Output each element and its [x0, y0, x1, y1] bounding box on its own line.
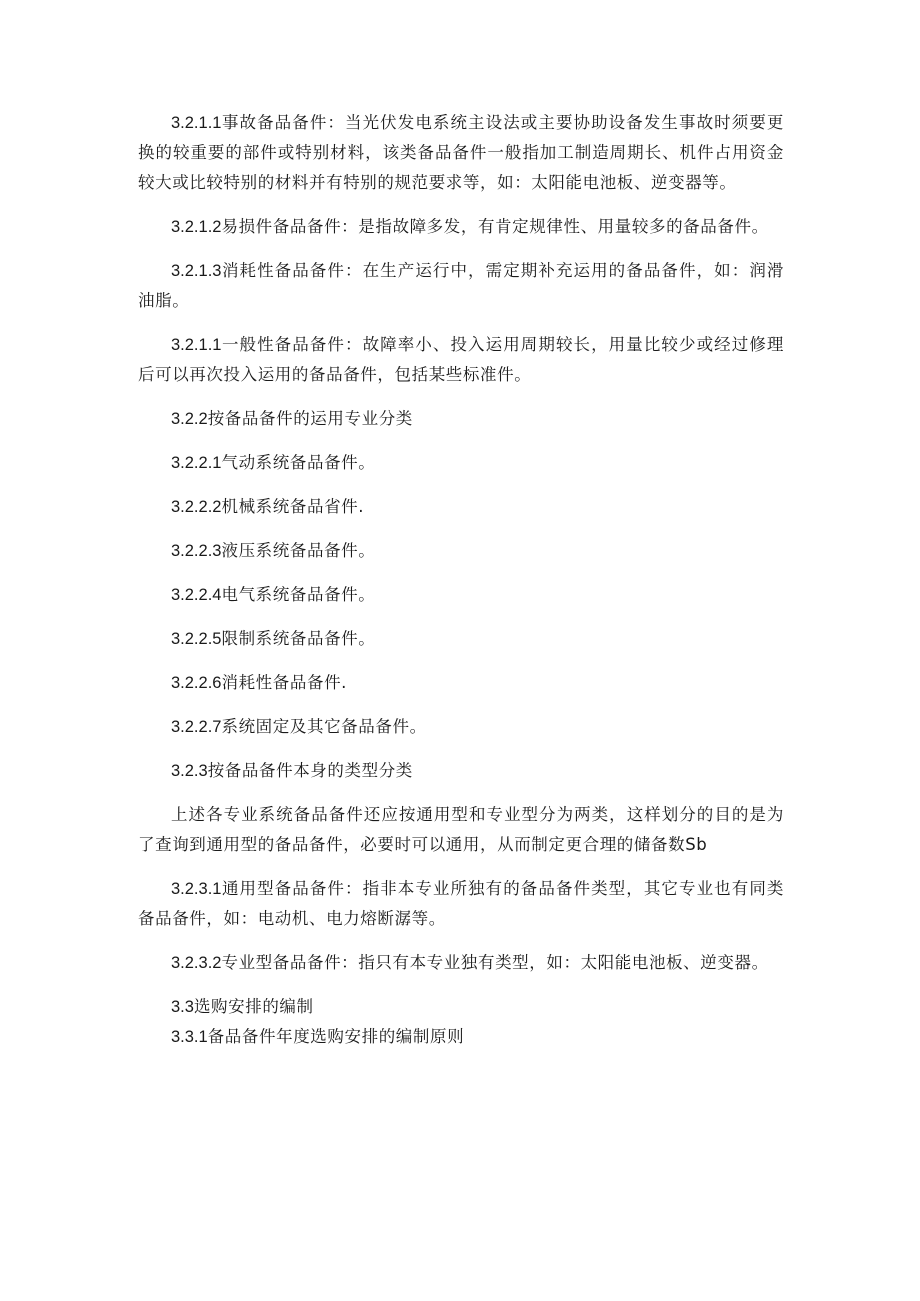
clause-number: 3.2.1.1 [171, 114, 222, 132]
heading-3-2-2 [138, 404, 784, 434]
paragraph-text: 系统固定及其它备品备件。 [221, 717, 427, 736]
paragraph-text: 易损件备品备件：是指故障多发，有肯定规律性、用量较多的备品备件。 [221, 217, 769, 236]
paragraph-text: 专业型备品备件：指只有本专业独有类型，如：太阳能电池板、逆变器。 [221, 953, 769, 972]
document-body [138, 108, 784, 1066]
paragraph-3-2-1-1-general [138, 330, 784, 390]
paragraph-text: 事故备品备件：当光伏发电系统主设法或主要协助设备发生事故时须要更换的较重要的部件或特别材料，该类备品备件一般指加工制造周期长、机件占用资金较大或比较特别的材料并有特别的规范要求等，如：太阳能电池板、逆变器等。 [138, 113, 784, 192]
paragraph-text: 上述各专业系统备品备件还应按通用型和专业型分为两类，这样划分的目的是为了查询到通用型的备品备件，必要时可以通用，从而制定更合理的储备数Sb [138, 805, 784, 854]
paragraph-3-2-2-4 [138, 580, 784, 610]
clause-number: 3.3 [171, 998, 194, 1016]
paragraph-3-2-2-5 [138, 624, 784, 654]
paragraph-3-2-2-7 [138, 712, 784, 742]
clause-number: 3.2.3.2 [171, 954, 222, 972]
clause-number: 3.2.3.1 [171, 880, 222, 898]
paragraph-text: 消耗性备品备件. [221, 673, 348, 692]
clause-number: 3.2.2 [171, 410, 208, 428]
paragraph-3-2-2-6 [138, 668, 784, 698]
paragraph-text: 消耗性备品备件：在生产运行中，需定期补充运用的备品备件，如：润滑油脂。 [138, 261, 784, 310]
heading-3-3-1 [138, 1022, 784, 1052]
heading-3-3 [138, 992, 784, 1022]
clause-number: 3.2.2.6 [171, 674, 222, 692]
paragraph-text: 通用型备品备件：指非本专业所独有的备品备件类型，其它专业也有同类备品备件，如：电动机、电力熔断潺等。 [138, 879, 784, 928]
heading-3-2-3 [138, 756, 784, 786]
clause-number: 3.2.1.3 [171, 262, 222, 280]
heading-text: 按备品备件的运用专业分类 [207, 409, 413, 428]
paragraph-3-2-1-1 [138, 108, 784, 198]
paragraph-3-2-1-2 [138, 212, 784, 242]
clause-number: 3.2.2.3 [171, 542, 222, 560]
paragraph-3-2-2-3 [138, 536, 784, 566]
paragraph-text: 液压系统备品备件。 [221, 541, 376, 560]
paragraph-3-2-2-1 [138, 448, 784, 478]
clause-number: 3.2.2.5 [171, 630, 222, 648]
clause-number: 3.3.1 [171, 1028, 208, 1046]
paragraph-3-2-2-2 [138, 492, 784, 522]
heading-text: 选购安排的编制 [193, 997, 314, 1016]
paragraph-text: 限制系统备品备件。 [221, 629, 376, 648]
paragraph-text: 电气系统备品备件。 [221, 585, 376, 604]
clause-number: 3.2.2.1 [171, 454, 222, 472]
clause-number: 3.2.2.7 [171, 718, 222, 736]
paragraph-classification-intro [138, 800, 784, 860]
heading-text: 备品备件年度选购安排的编制原则 [207, 1027, 465, 1046]
paragraph-3-2-3-1 [138, 874, 784, 934]
clause-number: 3.2.1.1 [171, 336, 222, 354]
heading-text: 按备品备件本身的类型分类 [207, 761, 413, 780]
clause-number: 3.2.1.2 [171, 218, 222, 236]
paragraph-text: 一般性备品备件：故障率小、投入运用周期较长，用量比较少或经过修理后可以再次投入运用的备品备件，包括某些标准件。 [138, 335, 784, 384]
paragraph-text: 机械系统备品省件. [221, 497, 365, 516]
paragraph-text: 气动系统备品备件。 [221, 453, 376, 472]
clause-number: 3.2.2.4 [171, 586, 222, 604]
paragraph-3-2-3-2 [138, 948, 784, 978]
clause-number: 3.2.2.2 [171, 498, 222, 516]
clause-number: 3.2.3 [171, 762, 208, 780]
paragraph-3-2-1-3 [138, 256, 784, 316]
